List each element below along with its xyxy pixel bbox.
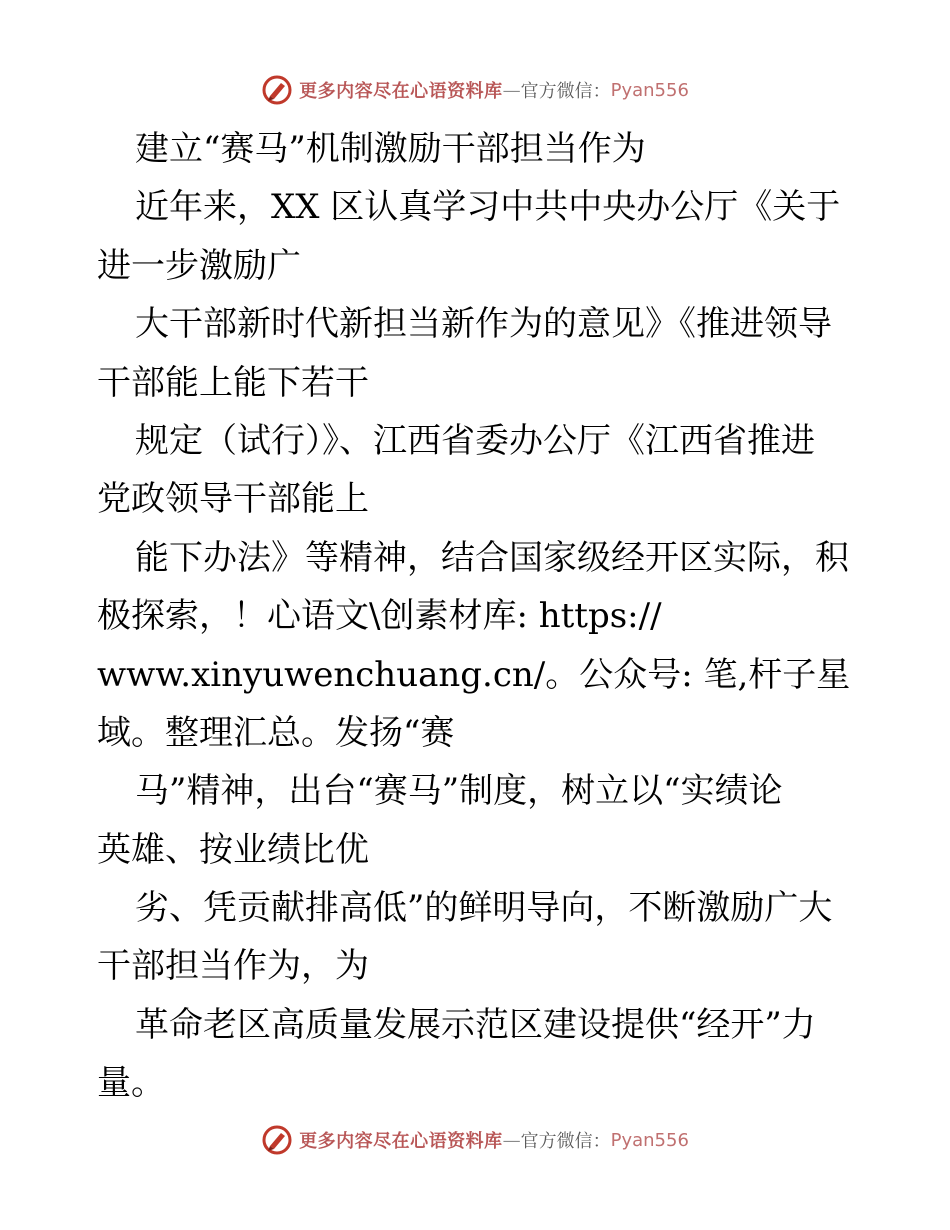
wechat-id: Pyan556 [610, 79, 689, 101]
text-line: 大干部新时代新担当新作为的意见》《推进领导 [135, 304, 832, 345]
watermark-separator: — [502, 1129, 521, 1151]
text-line: 革命老区高质量发展示范区建设提供“经开”力 [135, 1004, 816, 1045]
document-title: 建立“赛马”机制激励干部担当作为 [135, 129, 646, 169]
wechat-id: Pyan556 [610, 1129, 689, 1151]
text-line: 劣、凭贡献排高低”的鲜明导向，不断激励广大 [135, 888, 833, 929]
wechat-label: 官方微信： [520, 1131, 611, 1152]
text-line: 干部担当作为，为 [97, 946, 369, 987]
text-line: 域。整理汇总。发扬“赛 [97, 712, 455, 753]
wechat-label: 官方微信： [520, 81, 611, 102]
watermark-text: 更多内容尽在心语资料库 [299, 81, 503, 102]
text-line: 量。 [97, 1063, 165, 1104]
document-body [97, 120, 857, 1113]
text-line: www.xinyuwenchuang.cn/。公众号: 笔,杆子星 [97, 654, 851, 695]
text-line: 马”精神，出台“赛马”制度，树立以“实绩论 [135, 771, 783, 812]
text-line: 党政领导干部能上 [97, 479, 369, 520]
logo-icon [261, 74, 293, 106]
watermark-text: 更多内容尽在心语资料库 [299, 1131, 503, 1152]
footer-watermark-banner [0, 1120, 950, 1160]
text-line: 英雄、按业绩比优 [97, 829, 369, 870]
header-watermark-banner [0, 70, 950, 110]
text-line: 能下办法》等精神，结合国家级经开区实际，积 [135, 537, 849, 578]
text-line: 进一步激励广 [97, 245, 301, 286]
text-line: 极探索，！心语文\创素材库: https:// [97, 596, 662, 637]
text-line: 规定（试行）》、江西省委办公厅《江西省推进 [135, 420, 815, 461]
watermark-separator: — [502, 79, 521, 101]
logo-icon [261, 1124, 293, 1156]
text-line: 近年来，XX 区认真学习中共中央办公厅《关于 [135, 187, 841, 228]
text-line: 干部能上能下若干 [97, 362, 369, 403]
